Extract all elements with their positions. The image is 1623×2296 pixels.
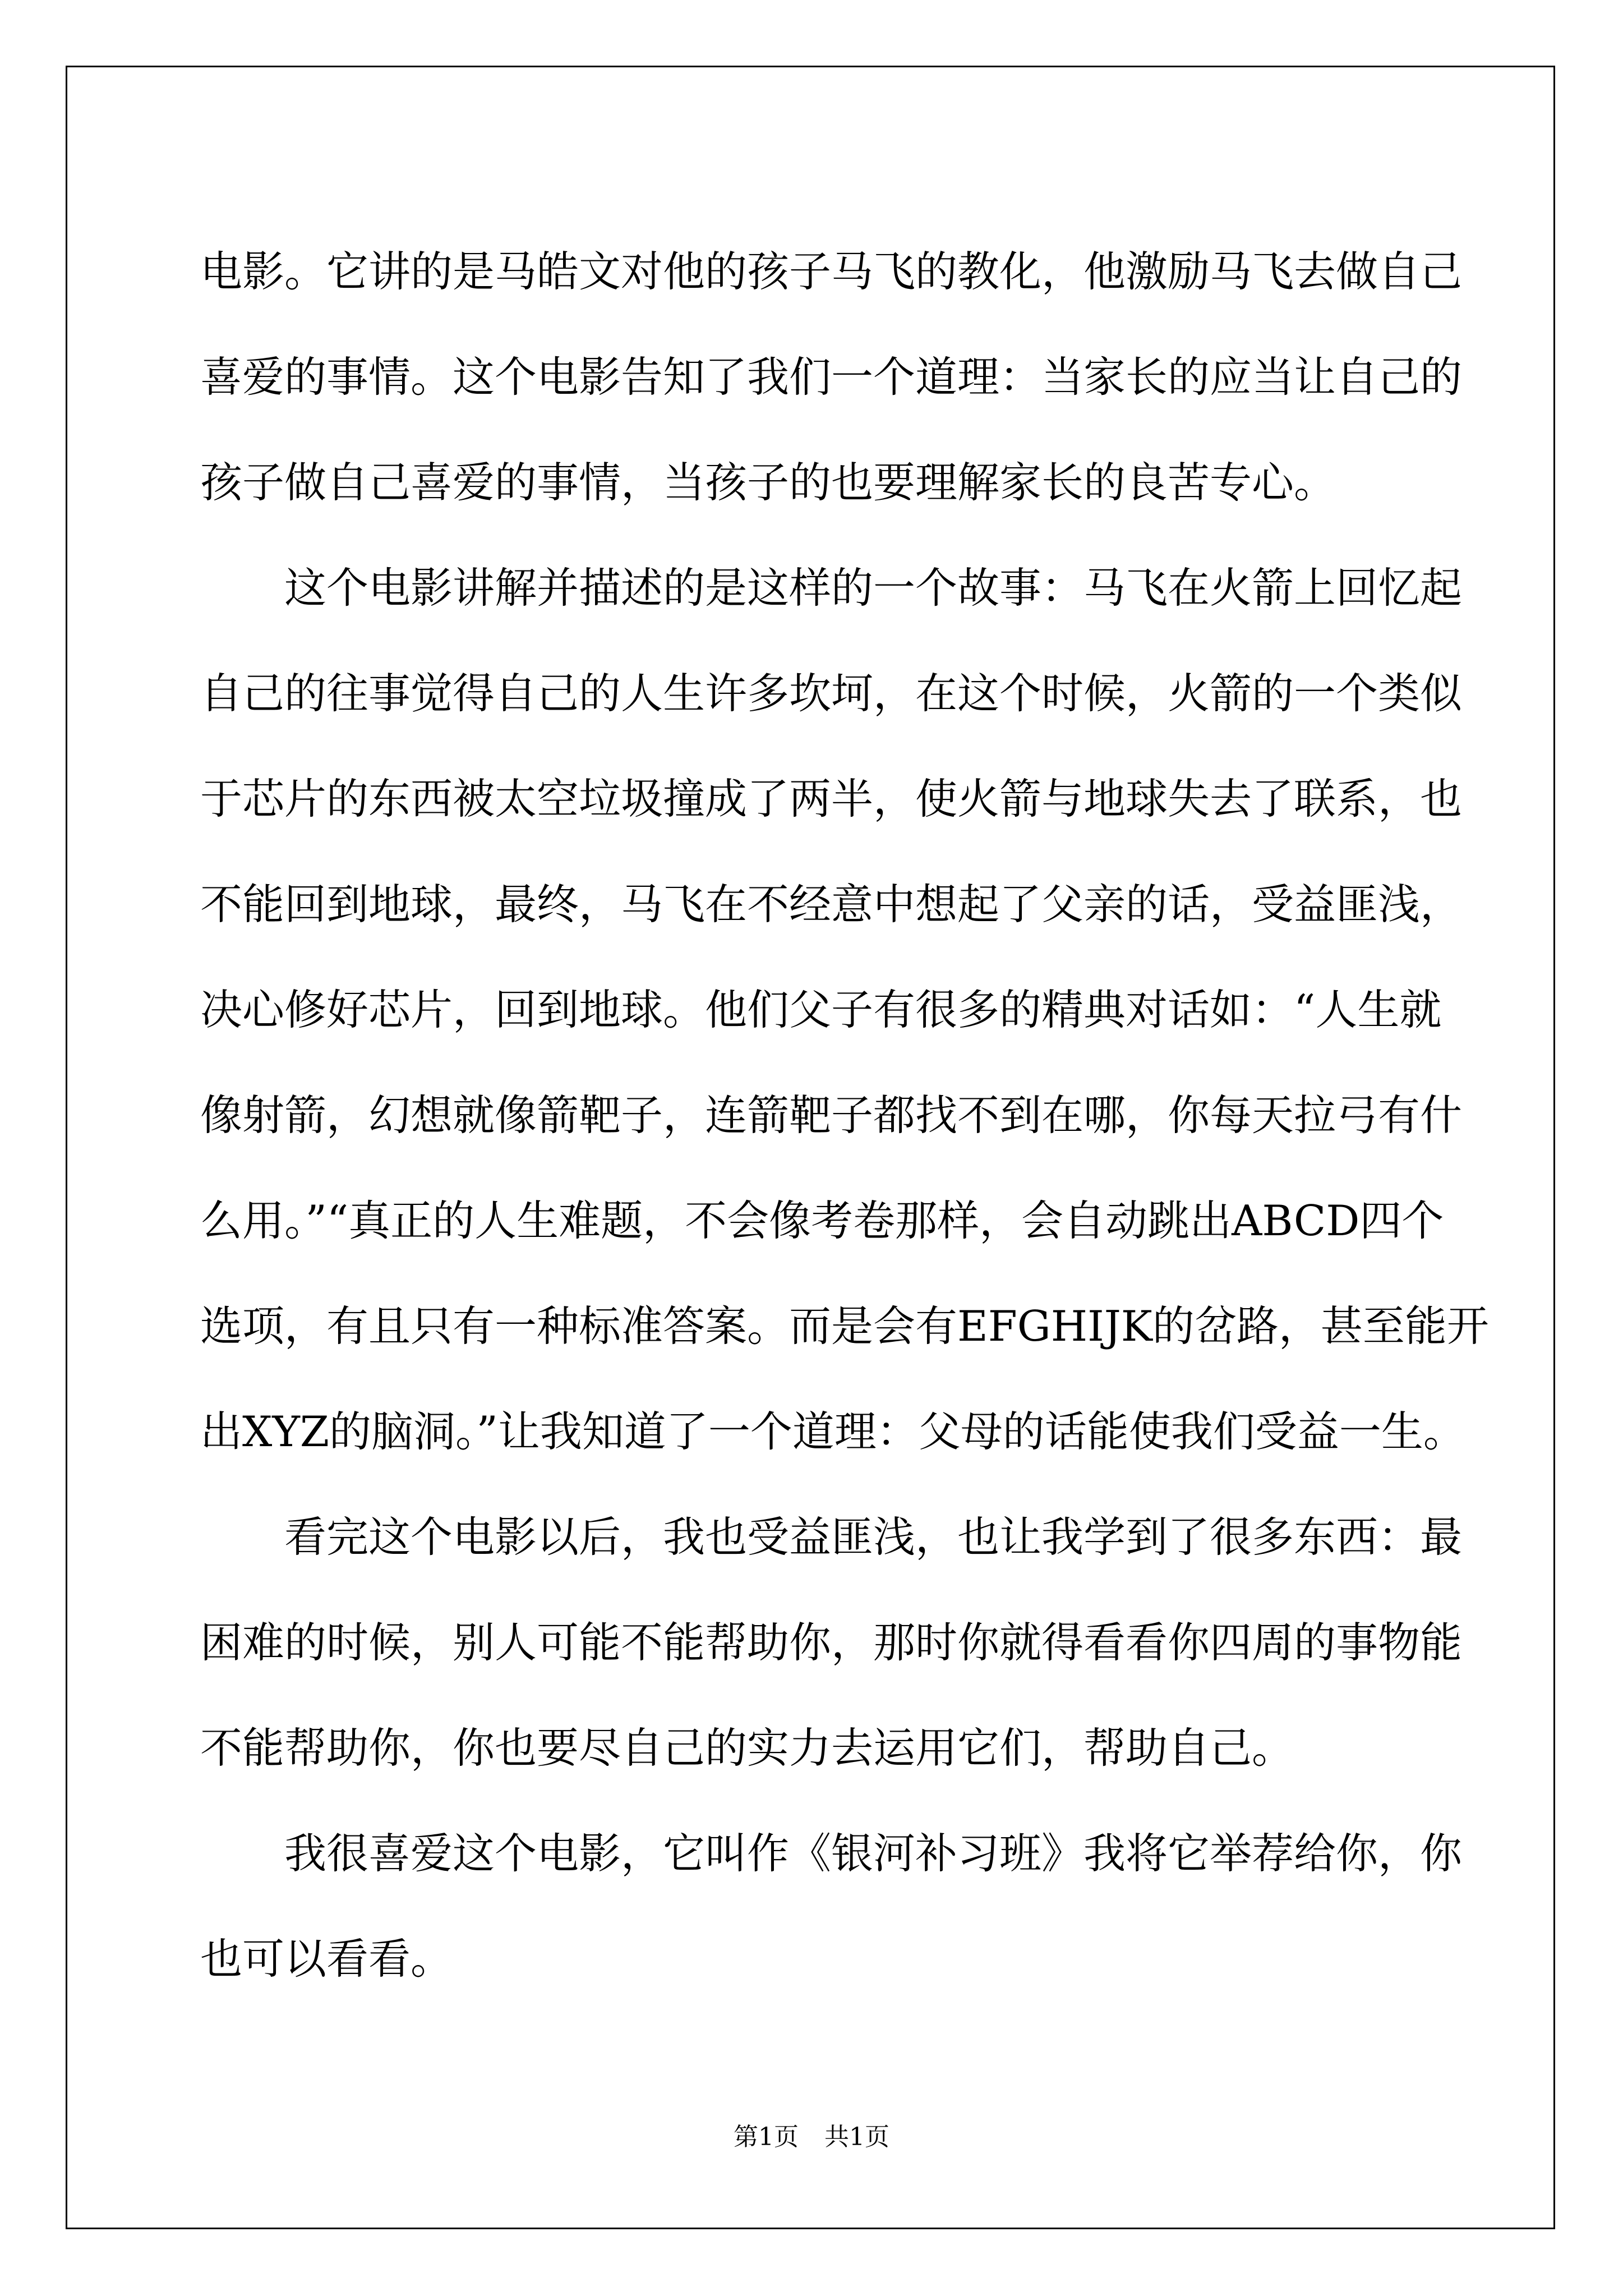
text-line: 选项，有且只有一种标准答案。而是会有EFGHIJK的岔路，甚至能开 (200, 1301, 1489, 1351)
text-line: 喜爱的事情。这个电影告知了我们一个道理：当家长的应当让自己的 (200, 352, 1463, 402)
text-line: 我很喜爱这个电影，它叫作《银河补习班》我将它举荐给你，你 (284, 1829, 1463, 1878)
paragraph (200, 1801, 1463, 2012)
text-line: 像射箭，幻想就像箭靶子，连箭靶子都找不到在哪，你每天拉弓有什 (200, 1091, 1463, 1140)
text-line: 不能回到地球，最终，马飞在不经意中想起了父亲的话，受益匪浅， (200, 880, 1463, 929)
text-line: 电影。它讲的是马皓文对他的孩子马飞的教化，他激励马飞去做自己 (200, 247, 1463, 296)
paragraph (200, 1484, 1463, 1801)
text-line: 这个电影讲解并描述的是这样的一个故事：马飞在火箭上回忆起 (284, 563, 1463, 613)
text-line: 困难的时候，别人可能不能帮助你，那时你就得看看你四周的事物能 (200, 1618, 1463, 1667)
text-line: 不能帮助你，你也要尽自己的实力去运用它们，帮助自己。 (200, 1723, 1294, 1773)
text-line: 于芯片的东西被太空垃圾撞成了两半，使火箭与地球失去了联系，也 (200, 774, 1463, 823)
page-footer (0, 2120, 1623, 2154)
document-body (200, 219, 1489, 2012)
text-line: 出XYZ的脑洞。”让我知道了一个道理：父母的话能使我们受益一生。 (200, 1407, 1465, 1456)
text-line: 孩子做自己喜爱的事情，当孩子的也要理解家长的良苦专心。 (200, 458, 1336, 507)
text-line: 看完这个电影以后，我也受益匪浅，也让我学到了很多东西：最 (284, 1512, 1463, 1562)
paragraph (200, 535, 1489, 1484)
paragraph (200, 219, 1463, 535)
page-total: 共1页 (824, 2123, 889, 2151)
page-number: 第1页 (734, 2123, 799, 2151)
text-line: 决心修好芯片，回到地球。他们父子有很多的精典对话如：“人生就 (200, 985, 1442, 1034)
text-line: 自己的往事觉得自己的人生许多坎坷，在这个时候，火箭的一个类似 (200, 669, 1463, 718)
text-line: 么用。”“真正的人生难题，不会像考卷那样，会自动跳出ABCD四个 (200, 1196, 1444, 1245)
text-line: 也可以看看。 (200, 1934, 453, 1984)
